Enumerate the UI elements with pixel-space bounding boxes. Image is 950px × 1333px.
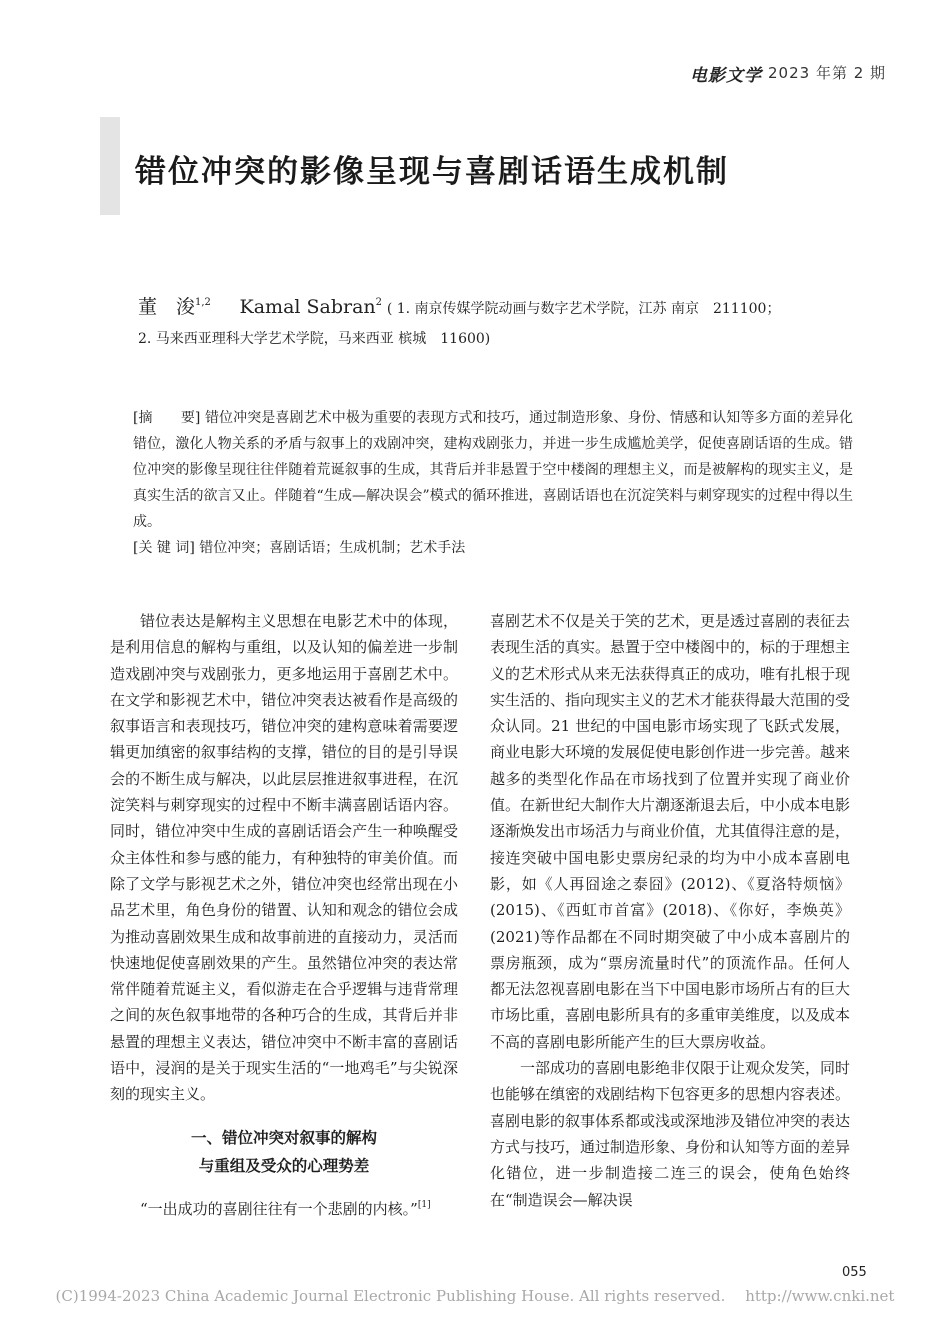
article-title: 错位冲突的影像呈现与喜剧话语生成机制 — [135, 154, 729, 190]
keywords-label: [关 键 词] — [133, 540, 195, 556]
author-2-name: Kamal Sabran — [239, 296, 376, 318]
title-accent-bar — [100, 117, 120, 215]
page-number: 055 — [842, 1265, 867, 1280]
affiliation-line-1: ( 1. 南京传媒学院动画与数字艺术学院，江苏 南京 211100； — [386, 301, 781, 317]
section-heading — [110, 1124, 458, 1180]
body-paragraph: 喜剧艺术不仅是关于笑的艺术，更是透过喜剧的表征去表现生活的真实。悬置于空中楼阁中的，标的于理想主义的艺术形式从来无法获得真正的成功，唯有扎根于现实生活的、指向现实主义的艺术才能获得最大范围的受众认同。21 世纪的中国电影市场实现了飞跃式发展，商业电影大环境的发展促使电影创作进一步完善。越来越多的类型化作品在市场找到了位置并实现了商业价值。在新世纪大制作大片潮逐渐退去后，中小成本电影逐渐焕发出市场活力与商业价值，尤其值得注意的是，接连突破中国电影史票房纪录的均为中小成本喜剧电影，如《人再囧途之泰囧》(2012)、《夏洛特烦恼》(2015)、《西虹市首富》(2018)、《你好，李焕英》(2021)等作品都在不同时期突破了中小成本喜剧片的票房瓶颈，成为“票房流量时代”的顶流作品。任何人都无法忽视喜剧电影在当下中国电影市场所占有的巨大市场比重，喜剧电影所具有的多重审美维度，以及成本不高的喜剧电影所能产生的巨大票房收益。 — [490, 612, 851, 1051]
author-2-affiliation-mark: 2 — [375, 297, 383, 308]
quote-text: “一出成功的喜剧往往有一个悲剧的内核。” — [140, 1199, 418, 1218]
keywords-text: 错位冲突；喜剧话语；生成机制；艺术手法 — [199, 540, 466, 556]
body-paragraph-quote — [110, 1192, 458, 1222]
affiliation-line-2: 2. 马来西亚理科大学艺术学院，马来西亚 槟城 11600) — [138, 331, 491, 347]
body-left-column — [110, 608, 458, 1222]
body-paragraph: 一部成功的喜剧电影绝非仅限于让观众发笑，同时也能够在缜密的戏剧结构下包容更多的思想内容表述。喜剧电影的叙事体系都或浅或深地涉及错位冲突的表达方式与技巧，通过制造形象、身份和认知等方面的差异化错位，进一步制造接二连三的误会，使角色始终在“制造误会—解决误 — [490, 1059, 851, 1209]
body-paragraph: 错位表达是解构主义思想在电影艺术中的体现，是利用信息的解构与重组，以及认知的偏差进一步制造戏剧冲突与戏剧张力，更多地运用于喜剧艺术中。在文学和影视艺术中，错位冲突表达被看作是高级的叙事语言和表现技巧，错位冲突的建构意味着需要逻辑更加缜密的叙事结构的支撑，错位的目的是引导误会的不断生成与解决，以此层层推进叙事进程，在沉淀笑料与刺穿现实的过程中不断丰满喜剧话语内容。同时，错位冲突中生成的喜剧话语会产生一种唤醒受众主体性和参与感的能力，有种独特的审美价值。而除了文学与影视艺术之外，错位冲突也经常出现在小品艺术里，角色身份的错置、认知和观念的错位会成为推动喜剧效果生成和故事前进的直接动力，灵活而快速地促使喜剧效果的产生。虽然错位冲突的表达常常伴随着荒诞主义，看似游走在合乎逻辑与违背常理之间的灰色叙事地带的各种巧合的生成，其背后并非悬置的理想主义表达，错位冲突中不断丰富的喜剧话语中，浸润的是关于现实生活的“一地鸡毛”与尖锐深刻的现实主义。 — [110, 612, 458, 1104]
issue-label: 2023 年第 2 期 — [768, 64, 887, 82]
copyright-notice: (C)1994-2023 China Academic Journal Electronic Publishing House. All rights reserved. http://www.cnki.net — [55, 1287, 895, 1305]
citation-ref: [1] — [417, 1199, 431, 1210]
keywords — [133, 535, 853, 561]
abstract-label: [摘 要] — [133, 410, 201, 426]
section-heading-line-2: 与重组及受众的心理势差 — [198, 1156, 370, 1175]
section-heading-line-1: 一、错位冲突对叙事的解构 — [190, 1128, 377, 1147]
author-block — [138, 287, 878, 355]
journal-logo: 电影文学 — [690, 66, 762, 86]
author-1-name: 董 浚 — [138, 296, 196, 318]
abstract — [133, 405, 853, 535]
author-1-affiliation-mark: 1,2 — [195, 297, 211, 308]
body-right-column — [490, 608, 850, 1213]
abstract-text: 错位冲突是喜剧艺术中极为重要的表现方式和技巧，通过制造形象、身份、情感和认知等多方面的差异化错位，激化人物关系的矛盾与叙事上的戏剧冲突，建构戏剧张力，并进一步生成尴尬美学，促使喜剧话语的生成。错位冲突的影像呈现往往伴随着荒诞叙事的生成，其背后并非悬置于空中楼阁的理想主义，而是被解构的现实主义，是真实生活的欲言又止。伴随着“生成—解决误会”模式的循环推进，喜剧话语也在沉淀笑料与刺穿现实的过程中得以生成。 — [133, 410, 854, 530]
